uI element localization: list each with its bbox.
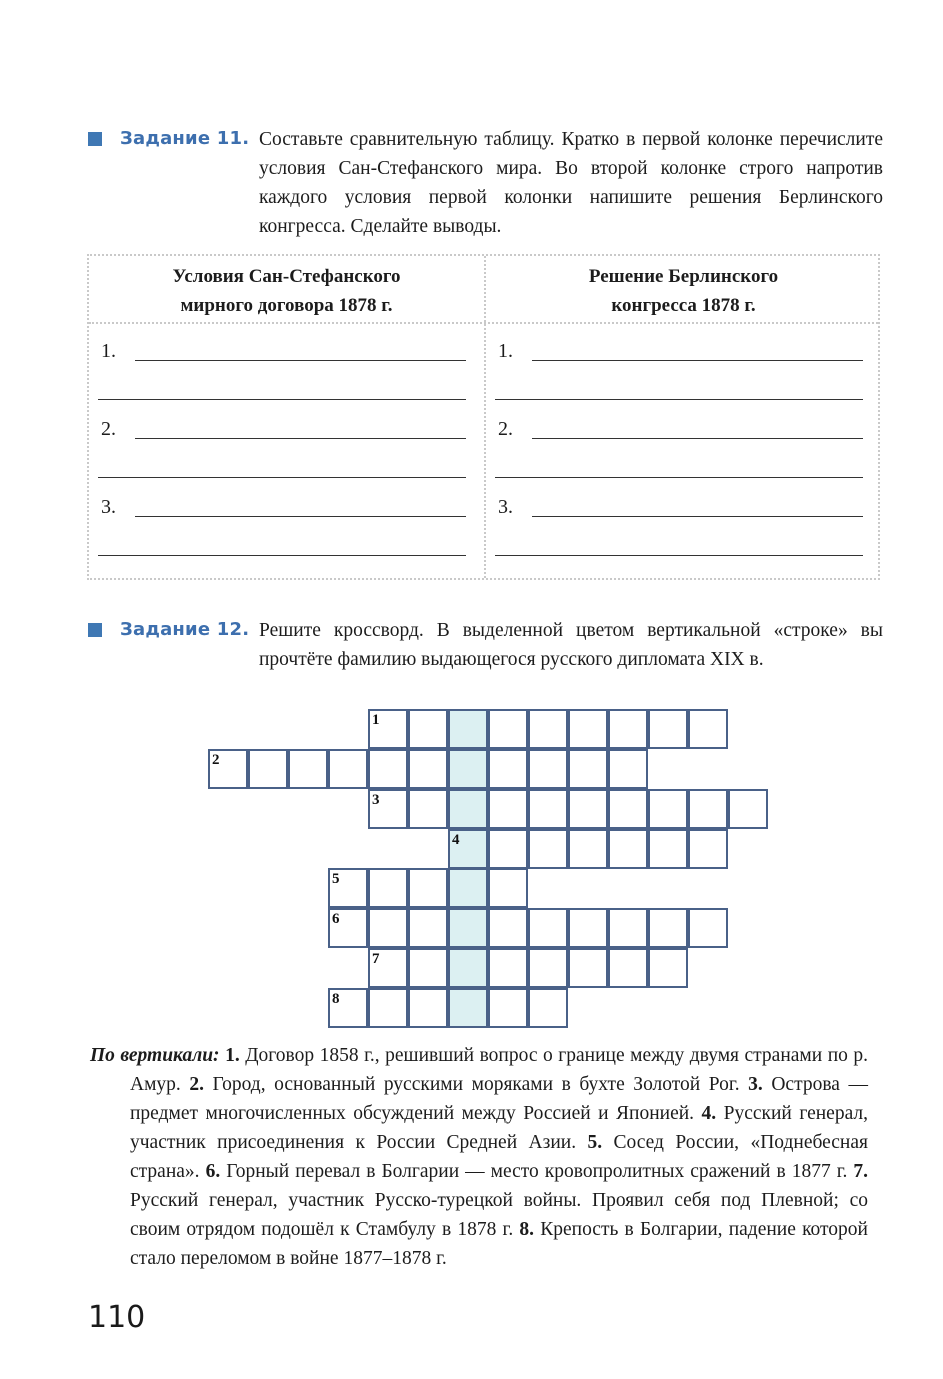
crossword-cell[interactable] [408, 789, 448, 829]
task-11-label: Задание 11. [120, 128, 250, 149]
task-11-text: Составьте сравнительную таблицу. Кратко в первой колонке перечислите условия Сан-Стефанского мира. Во второй колонке строго напротив каждого условия первой колонки напишите решения Берлинского конгресса. Сделайте выводы. [259, 129, 883, 237]
clue-number: 3. [748, 1074, 763, 1095]
header-line: Решение Берлинского [588, 266, 779, 287]
clue-number: 7 [372, 951, 380, 968]
item-number: 1. [101, 340, 116, 362]
crossword-cell[interactable] [528, 749, 568, 789]
clue-text: Сосед России, «Поднебесная страна». [130, 1132, 868, 1182]
answer-line[interactable] [495, 477, 863, 478]
crossword-cell[interactable] [488, 829, 528, 869]
clue-number: 7. [853, 1161, 869, 1182]
crossword-cell-highlighted[interactable] [448, 948, 488, 988]
clue-number: 2 [212, 751, 220, 768]
answer-line[interactable] [98, 477, 466, 478]
item-number: 2. [498, 418, 513, 440]
crossword-cell[interactable] [648, 789, 688, 829]
crossword-cell[interactable] [328, 988, 368, 1028]
crossword-cell[interactable] [608, 908, 648, 948]
clue-number: 8 [332, 990, 340, 1007]
clue-number: 2. [189, 1074, 204, 1095]
crossword-cell[interactable] [528, 948, 568, 988]
header-line: конгресса 1878 г. [611, 295, 756, 316]
crossword-cell[interactable] [408, 868, 448, 908]
crossword-cell[interactable] [608, 789, 648, 829]
clue-number: 1. [225, 1045, 240, 1066]
item-number: 3. [498, 496, 513, 518]
answer-item[interactable] [89, 480, 484, 558]
crossword-cell[interactable] [528, 908, 568, 948]
answer-line[interactable] [135, 438, 466, 439]
answer-line[interactable] [532, 360, 863, 361]
crossword-cell[interactable] [488, 868, 528, 908]
crossword-cell[interactable] [368, 789, 408, 829]
crossword-cell[interactable] [728, 789, 768, 829]
crossword-cell[interactable] [328, 908, 368, 948]
crossword-cell[interactable] [488, 988, 528, 1028]
item-number: 3. [101, 496, 116, 518]
task-11-heading [88, 128, 249, 149]
clue-text: Крепость в Болгарии, падение которой стало переломом в войне 1877–1878 г. [130, 1219, 868, 1269]
crossword-cell-highlighted[interactable] [448, 868, 488, 908]
crossword-cell[interactable] [608, 709, 648, 749]
clue-number: 1 [372, 712, 380, 728]
answer-line[interactable] [135, 516, 466, 517]
crossword-cell[interactable] [648, 709, 688, 749]
crossword-cell[interactable] [648, 829, 688, 869]
crossword-cell[interactable] [648, 908, 688, 948]
crossword-cell[interactable] [208, 749, 248, 789]
clue-number: 5. [587, 1132, 603, 1153]
square-bullet-icon [88, 132, 102, 146]
clue-number: 5 [332, 871, 340, 888]
crossword-cell[interactable] [688, 709, 728, 749]
crossword-cell[interactable] [368, 948, 408, 988]
table-header-berlin [486, 262, 881, 320]
answer-line[interactable] [495, 399, 863, 400]
answer-line[interactable] [98, 555, 466, 556]
answer-line[interactable] [532, 438, 863, 439]
crossword-cell[interactable] [488, 908, 528, 948]
crossword-cell[interactable] [568, 709, 608, 749]
crossword-cell[interactable] [328, 868, 368, 908]
crossword-cell[interactable] [688, 789, 728, 829]
crossword-cell-highlighted[interactable] [448, 749, 488, 789]
crossword-cell[interactable] [528, 709, 568, 749]
crossword-cell[interactable] [688, 908, 728, 948]
crossword-cell[interactable] [488, 948, 528, 988]
crossword-cell[interactable] [408, 908, 448, 948]
answer-line[interactable] [98, 399, 466, 400]
crossword-cell[interactable] [568, 948, 608, 988]
crossword-cell-highlighted[interactable] [448, 709, 488, 749]
crossword-cell[interactable] [488, 789, 528, 829]
crossword-cell[interactable] [408, 988, 448, 1028]
crossword-cell-highlighted[interactable] [448, 789, 488, 829]
task-12-heading [88, 619, 249, 640]
crossword-cell-highlighted[interactable] [448, 988, 488, 1028]
crossword-cell[interactable] [608, 749, 648, 789]
clue-text: Русский генерал, участник присоединения к России Средней Азии. [130, 1103, 869, 1153]
square-bullet-icon [88, 623, 102, 637]
crossword-cell-highlighted[interactable] [448, 829, 488, 869]
clue-text: Русский генерал, участник Русско-турецкой войны. Проявил себя под Плевной; со своим отрядом подошёл к Стамбулу в 1878 г. [130, 1190, 868, 1240]
crossword-cell[interactable] [368, 868, 408, 908]
header-line: мирного договора 1878 г. [180, 295, 393, 316]
crossword-cell[interactable] [648, 948, 688, 988]
crossword-cell[interactable] [328, 749, 368, 789]
clue-number: 4 [452, 831, 460, 848]
header-line: Условия Сан-Стефанского [172, 266, 401, 287]
clues-paragraph [90, 1041, 868, 1273]
answer-item[interactable] [89, 402, 484, 480]
crossword-cell[interactable] [568, 829, 608, 869]
answer-line[interactable] [495, 555, 863, 556]
comparison-table [87, 254, 880, 580]
crossword-cell[interactable] [248, 749, 288, 789]
crossword-cell[interactable] [368, 749, 408, 789]
clue-number: 6. [205, 1161, 221, 1182]
table-header-san-stefano [89, 262, 484, 320]
crossword-cell[interactable] [568, 749, 608, 789]
clue-text: Острова — предмет многочисленных обсуждений между Россией и Японией. [130, 1074, 868, 1124]
item-number: 2. [101, 418, 116, 440]
crossword-cell[interactable] [528, 789, 568, 829]
crossword-cell[interactable] [488, 749, 528, 789]
crossword-cell[interactable] [488, 709, 528, 749]
clue-text: Горный перевал в Болгарии — место кровопролитных сражений в 1877 г. [220, 1161, 848, 1182]
crossword-cell[interactable] [568, 908, 608, 948]
crossword-cell[interactable] [608, 829, 648, 869]
clue-text: Город, основанный русскими моряками в бухте Золотой Рог. [204, 1074, 740, 1095]
crossword-clues [90, 1041, 868, 1273]
crossword-cell[interactable] [408, 948, 448, 988]
item-number: 1. [498, 340, 513, 362]
clue-number: 4. [701, 1103, 717, 1124]
crossword-cell[interactable] [568, 789, 608, 829]
page-number: 110 [88, 1300, 146, 1335]
crossword-cell[interactable] [368, 709, 408, 749]
crossword-cell[interactable] [608, 948, 648, 988]
clue-text: Договор 1858 г., решивший вопрос о границе между двумя странами по р. Амур. [130, 1045, 869, 1095]
crossword-cell[interactable] [528, 829, 568, 869]
clue-number: 6 [332, 911, 340, 928]
answer-line[interactable] [135, 360, 466, 361]
crossword-cell[interactable] [408, 749, 448, 789]
crossword-cell[interactable] [688, 829, 728, 869]
crossword-cell[interactable] [408, 709, 448, 749]
answer-item[interactable] [486, 480, 881, 558]
answer-item[interactable] [486, 324, 881, 402]
clues-heading: По вертикали: [90, 1045, 220, 1066]
task-12-text: Решите кроссворд. В выделенной цветом вертикальной «строке» вы прочтёте фамилию выдающегося русского дипломата XIX в. [259, 620, 883, 670]
answer-line[interactable] [532, 516, 863, 517]
crossword-cell[interactable] [528, 988, 568, 1028]
clue-number: 3 [372, 791, 380, 808]
san-stefano-column [89, 324, 484, 578]
crossword-cell-highlighted[interactable] [448, 908, 488, 948]
clue-number: 8. [519, 1219, 535, 1240]
crossword-cell[interactable] [368, 908, 408, 948]
crossword-cell[interactable] [288, 749, 328, 789]
crossword-cell[interactable] [368, 988, 408, 1028]
berlin-column [486, 324, 881, 578]
task-12-label: Задание 12. [120, 619, 250, 640]
answer-item[interactable] [89, 324, 484, 402]
answer-item[interactable] [486, 402, 881, 480]
